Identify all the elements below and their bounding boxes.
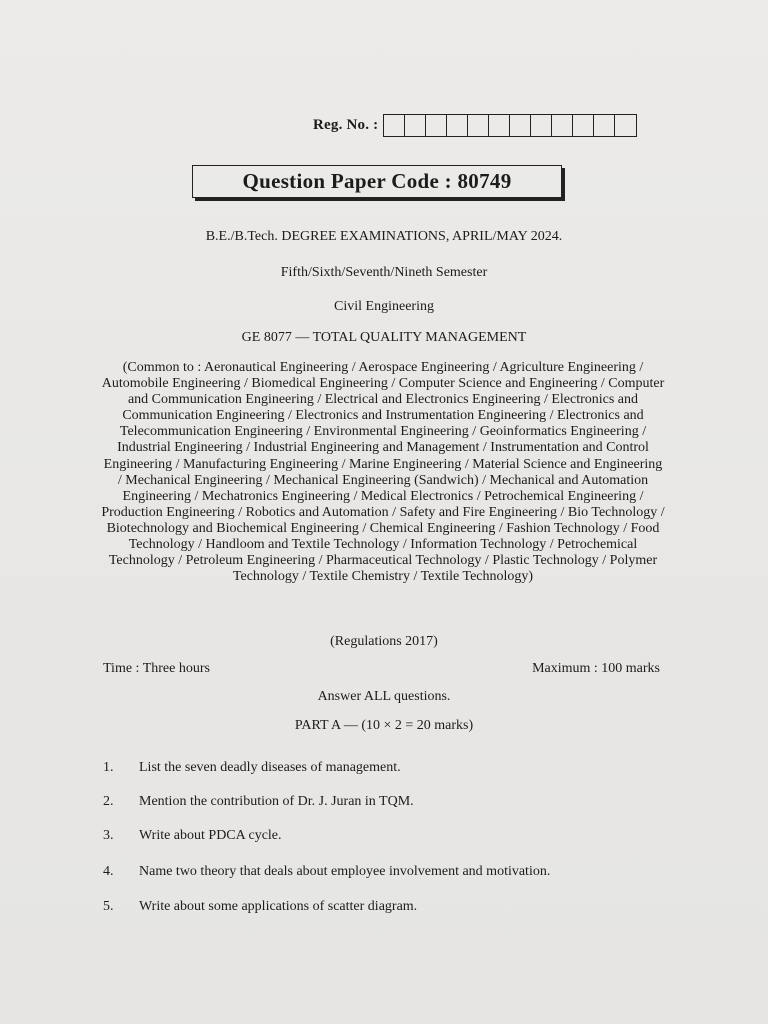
maximum-marks: Maximum : 100 marks [532,661,660,676]
question-number: 3. [103,828,114,843]
question-text: Write about PDCA cycle. [139,828,282,843]
question-2 [103,794,414,810]
question-text: Mention the contribution of Dr. J. Juran in TQM. [139,794,414,809]
reg-number-box [594,115,615,136]
reg-number-box [426,115,447,136]
reg-number-boxes [383,114,637,137]
reg-number-box [468,115,489,136]
time-marks-row [103,661,660,677]
reg-number-box [447,115,468,136]
question-number: 1. [103,760,114,775]
reg-number-box [510,115,531,136]
reg-number-box [552,115,573,136]
question-number: 4. [103,864,114,879]
question-text: Name two theory that deals about employee involvement and motivation. [139,864,551,879]
question-text: Write about some applications of scatter diagram. [139,899,418,914]
question-number: 5. [103,899,114,914]
semester: Fifth/Sixth/Seventh/Nineth Semester [280,265,488,280]
reg-number-box [531,115,552,136]
reg-number-box [615,115,636,136]
question-paper-code: Question Paper Code : 80749 [192,165,562,198]
reg-number-box [489,115,510,136]
exam-title: B.E./B.Tech. DEGREE EXAMINATIONS, APRIL/MAY 2024. [205,229,563,244]
instruction: Answer ALL questions. [317,689,451,704]
question-number: 2. [103,794,114,809]
reg-number [313,114,637,137]
part-a-heading: PART A — (10 × 2 = 20 marks) [294,718,474,733]
reg-number-label: Reg. No. : [313,117,379,133]
common-to-list: (Common to : Aeronautical Engineering / Aerospace Engineering / Agriculture Engineering / Automobile Engineering / Biomedical Engineering / Computer Science and Engineering / Computer and Communication Engineering / Electrical and Electronics Engineering / Electronics and Communication Engineering / Electronics and Instrumentation Engineering / Electronics and Telecommunication Engineering / Environmental Engineering / Geoinformatics Engineering / Industrial Engineering / Industrial Engineering and Management / Instrumentation and Control Engineering / Manufacturing Engineering / Marine Engineering / Material Science and Engineering / Mechanical Engineering / Mechanical Engineering (Sandwich) / Mechanical and Automation Engineering / Mechatronics Engineering / Medical Electronics / Petrochemical Engineering / Production Engineering / Robotics and Automation / Safety and Fire Engineering / Bio Technology / Biotechnology and Biochemical Engineering / Chemical Engineering / Fashion Technology / Food Technology / Handloom and Textile Technology / Information Technology / Petrochemical Technology / Petroleum Engineering / Pharmaceutical Technology / Plastic Technology / Polymer Technology / Textile Chemistry / Textile Technology) [101,360,665,585]
time-allowed: Time : Three hours [103,661,210,676]
question-4 [103,864,550,880]
regulations: (Regulations 2017) [330,634,438,649]
question-5 [103,899,417,915]
department: Civil Engineering [334,299,434,314]
course-title: GE 8077 — TOTAL QUALITY MANAGEMENT [241,330,527,345]
question-1 [103,760,401,776]
question-text: List the seven deadly diseases of management. [139,760,401,775]
reg-number-box [405,115,426,136]
reg-number-box [384,115,405,136]
reg-number-box [573,115,594,136]
question-3 [103,828,282,844]
